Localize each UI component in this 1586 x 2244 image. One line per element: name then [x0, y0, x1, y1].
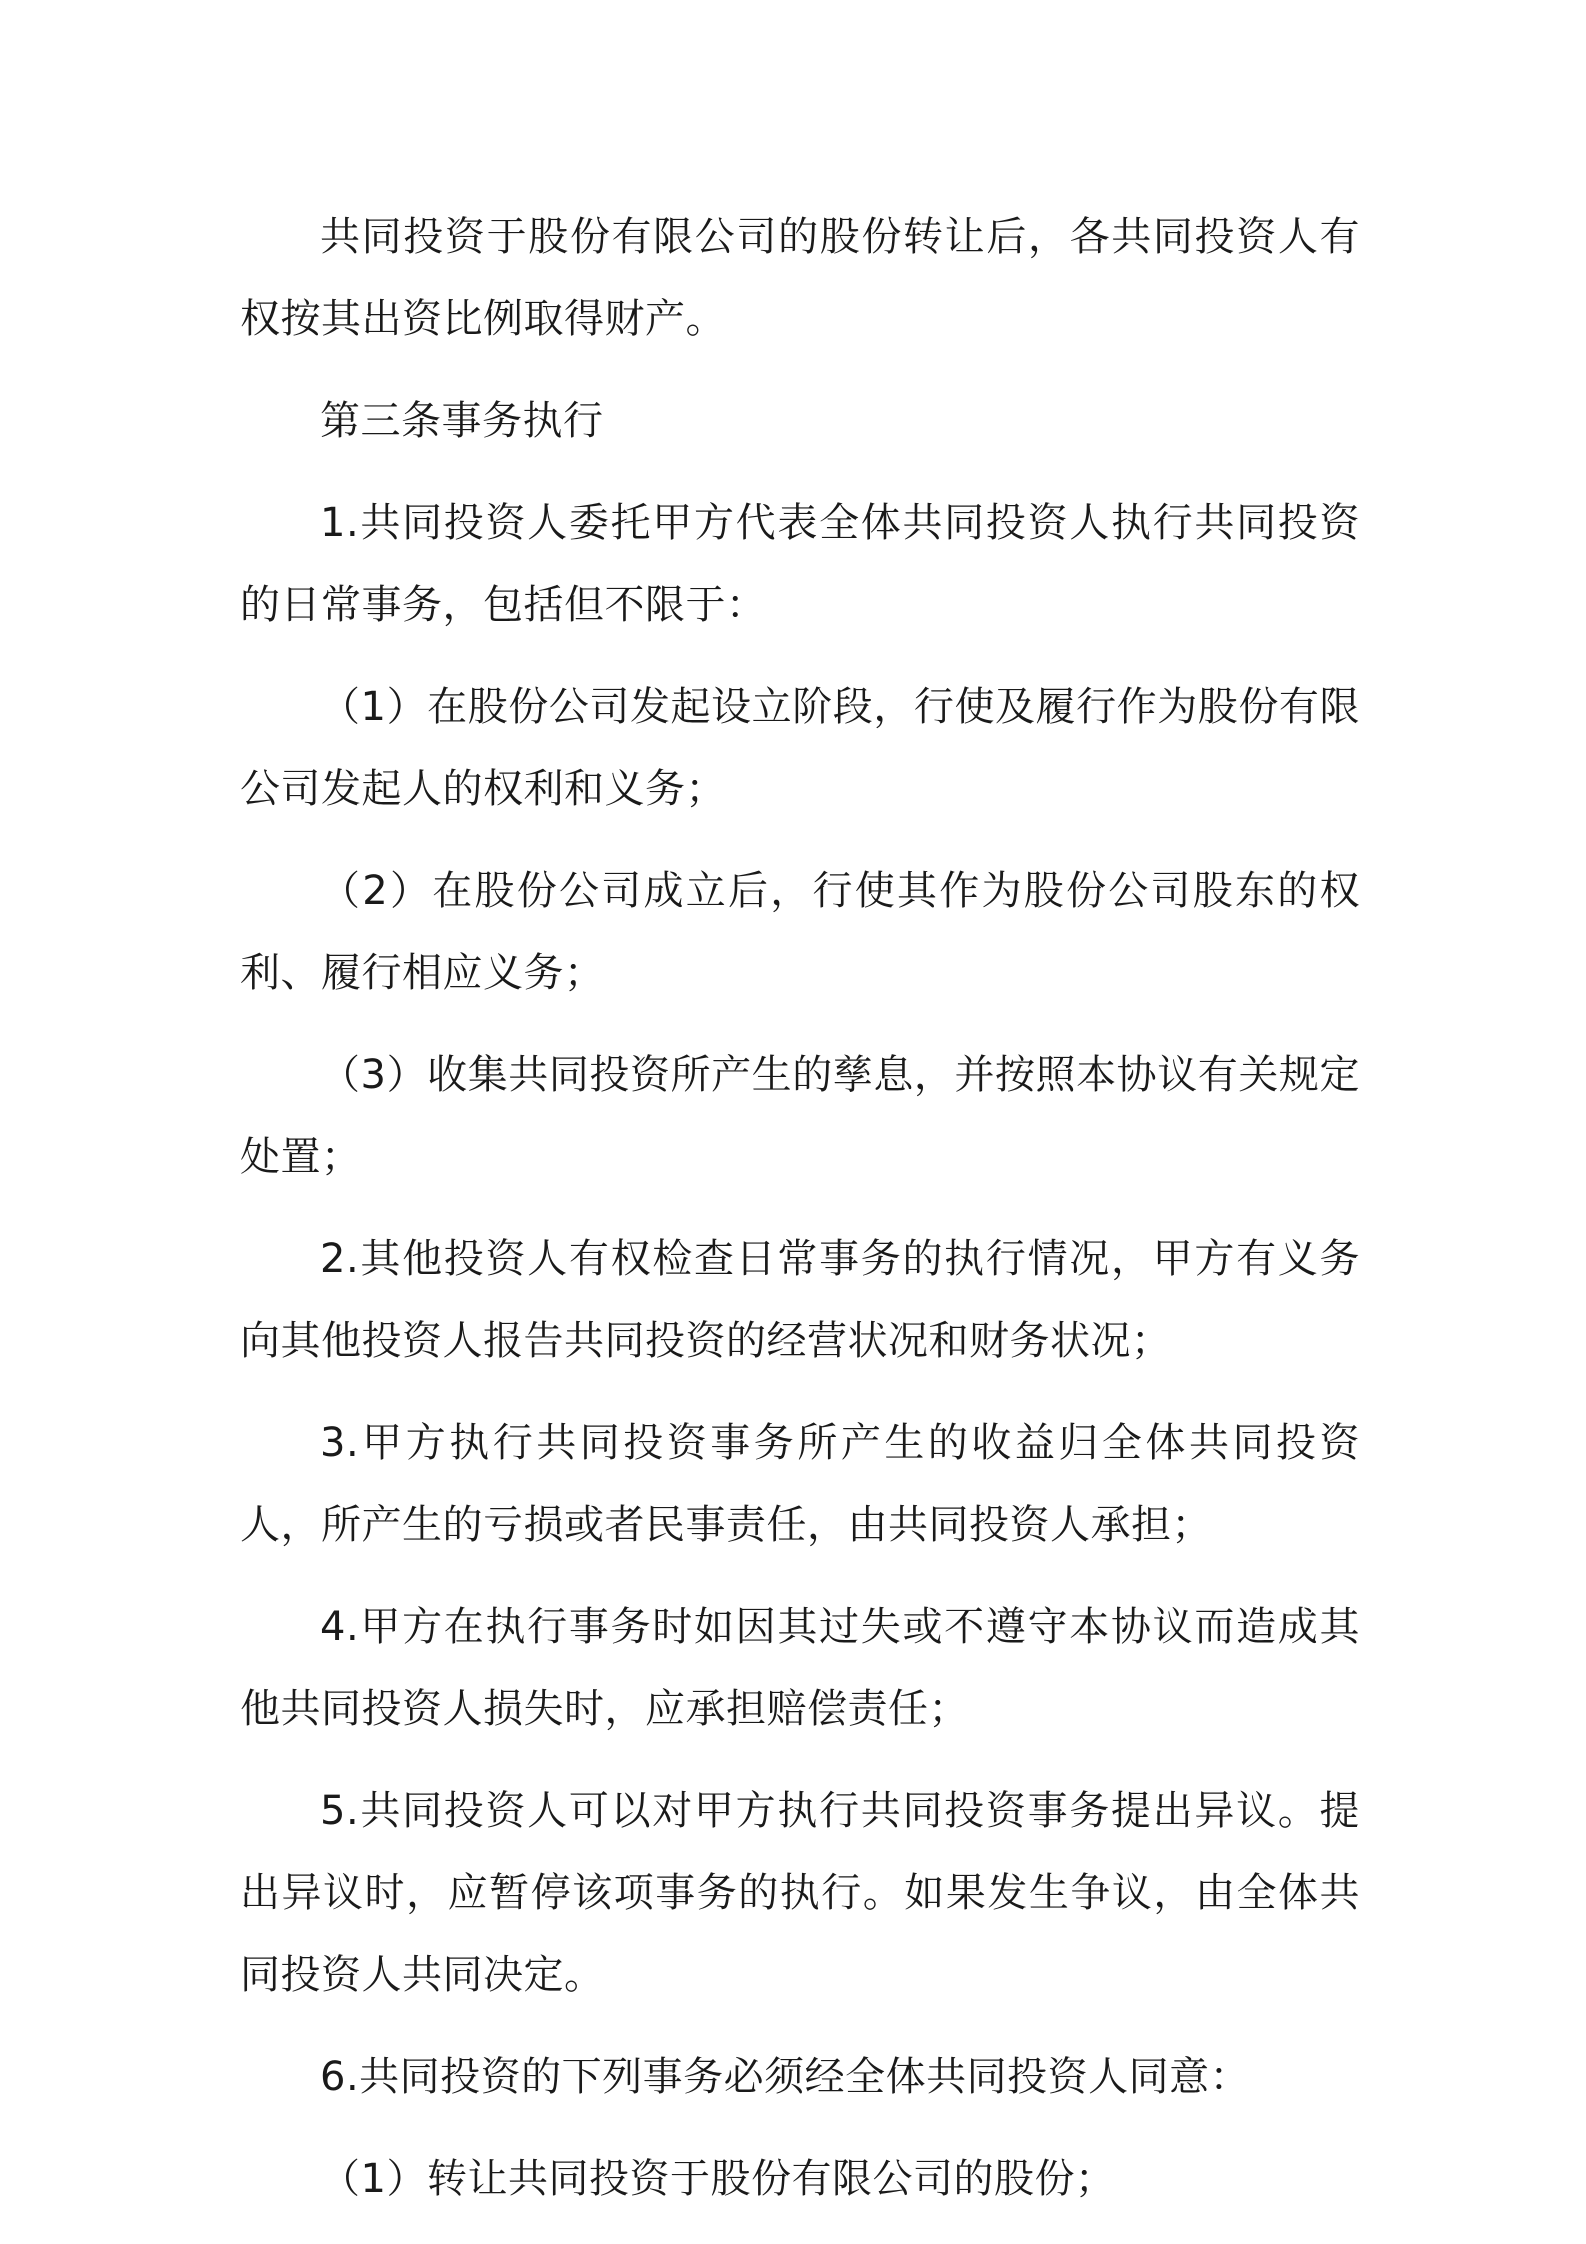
paragraph-share-transfer: 共同投资于股份有限公司的股份转让后，各共同投资人有权按其出资比例取得财产。 [240, 214, 1360, 342]
paragraph-subitem-1-3: （3）收集共同投资所产生的孳息，并按照本协议有关规定处置； [240, 1052, 1360, 1180]
paragraph-item-3: 3.甲方执行共同投资事务所产生的收益归全体共同投资人，所产生的亏损或者民事责任，由共同投资人承担； [240, 1420, 1360, 1548]
document-body [240, 196, 1360, 2240]
paragraph-item-6: 6.共同投资的下列事务必须经全体共同投资人同意： [320, 2054, 1251, 2100]
section-heading-article-3: 第三条事务执行 [320, 398, 604, 444]
paragraph-subitem-6-1: （1）转让共同投资于股份有限公司的股份； [320, 2156, 1116, 2202]
paragraph-item-5: 5.共同投资人可以对甲方执行共同投资事务提出异议。提出异议时，应暂停该项事务的执行。如果发生争议，由全体共同投资人共同决定。 [240, 1788, 1360, 1998]
paragraph-item-2: 2.其他投资人有权检查日常事务的执行情况，甲方有义务向其他投资人报告共同投资的经营状况和财务状况； [240, 1236, 1360, 1364]
paragraph-subitem-1-1: （1）在股份公司发起设立阶段，行使及履行作为股份有限公司发起人的权利和义务； [240, 684, 1360, 812]
paragraph-item-4: 4.甲方在执行事务时如因其过失或不遵守本协议而造成其他共同投资人损失时，应承担赔偿责任； [240, 1604, 1360, 1732]
paragraph-item-1: 1.共同投资人委托甲方代表全体共同投资人执行共同投资的日常事务，包括但不限于： [240, 500, 1360, 628]
paragraph-subitem-1-2: （2）在股份公司成立后，行使其作为股份公司股东的权利、履行相应义务； [240, 868, 1360, 996]
